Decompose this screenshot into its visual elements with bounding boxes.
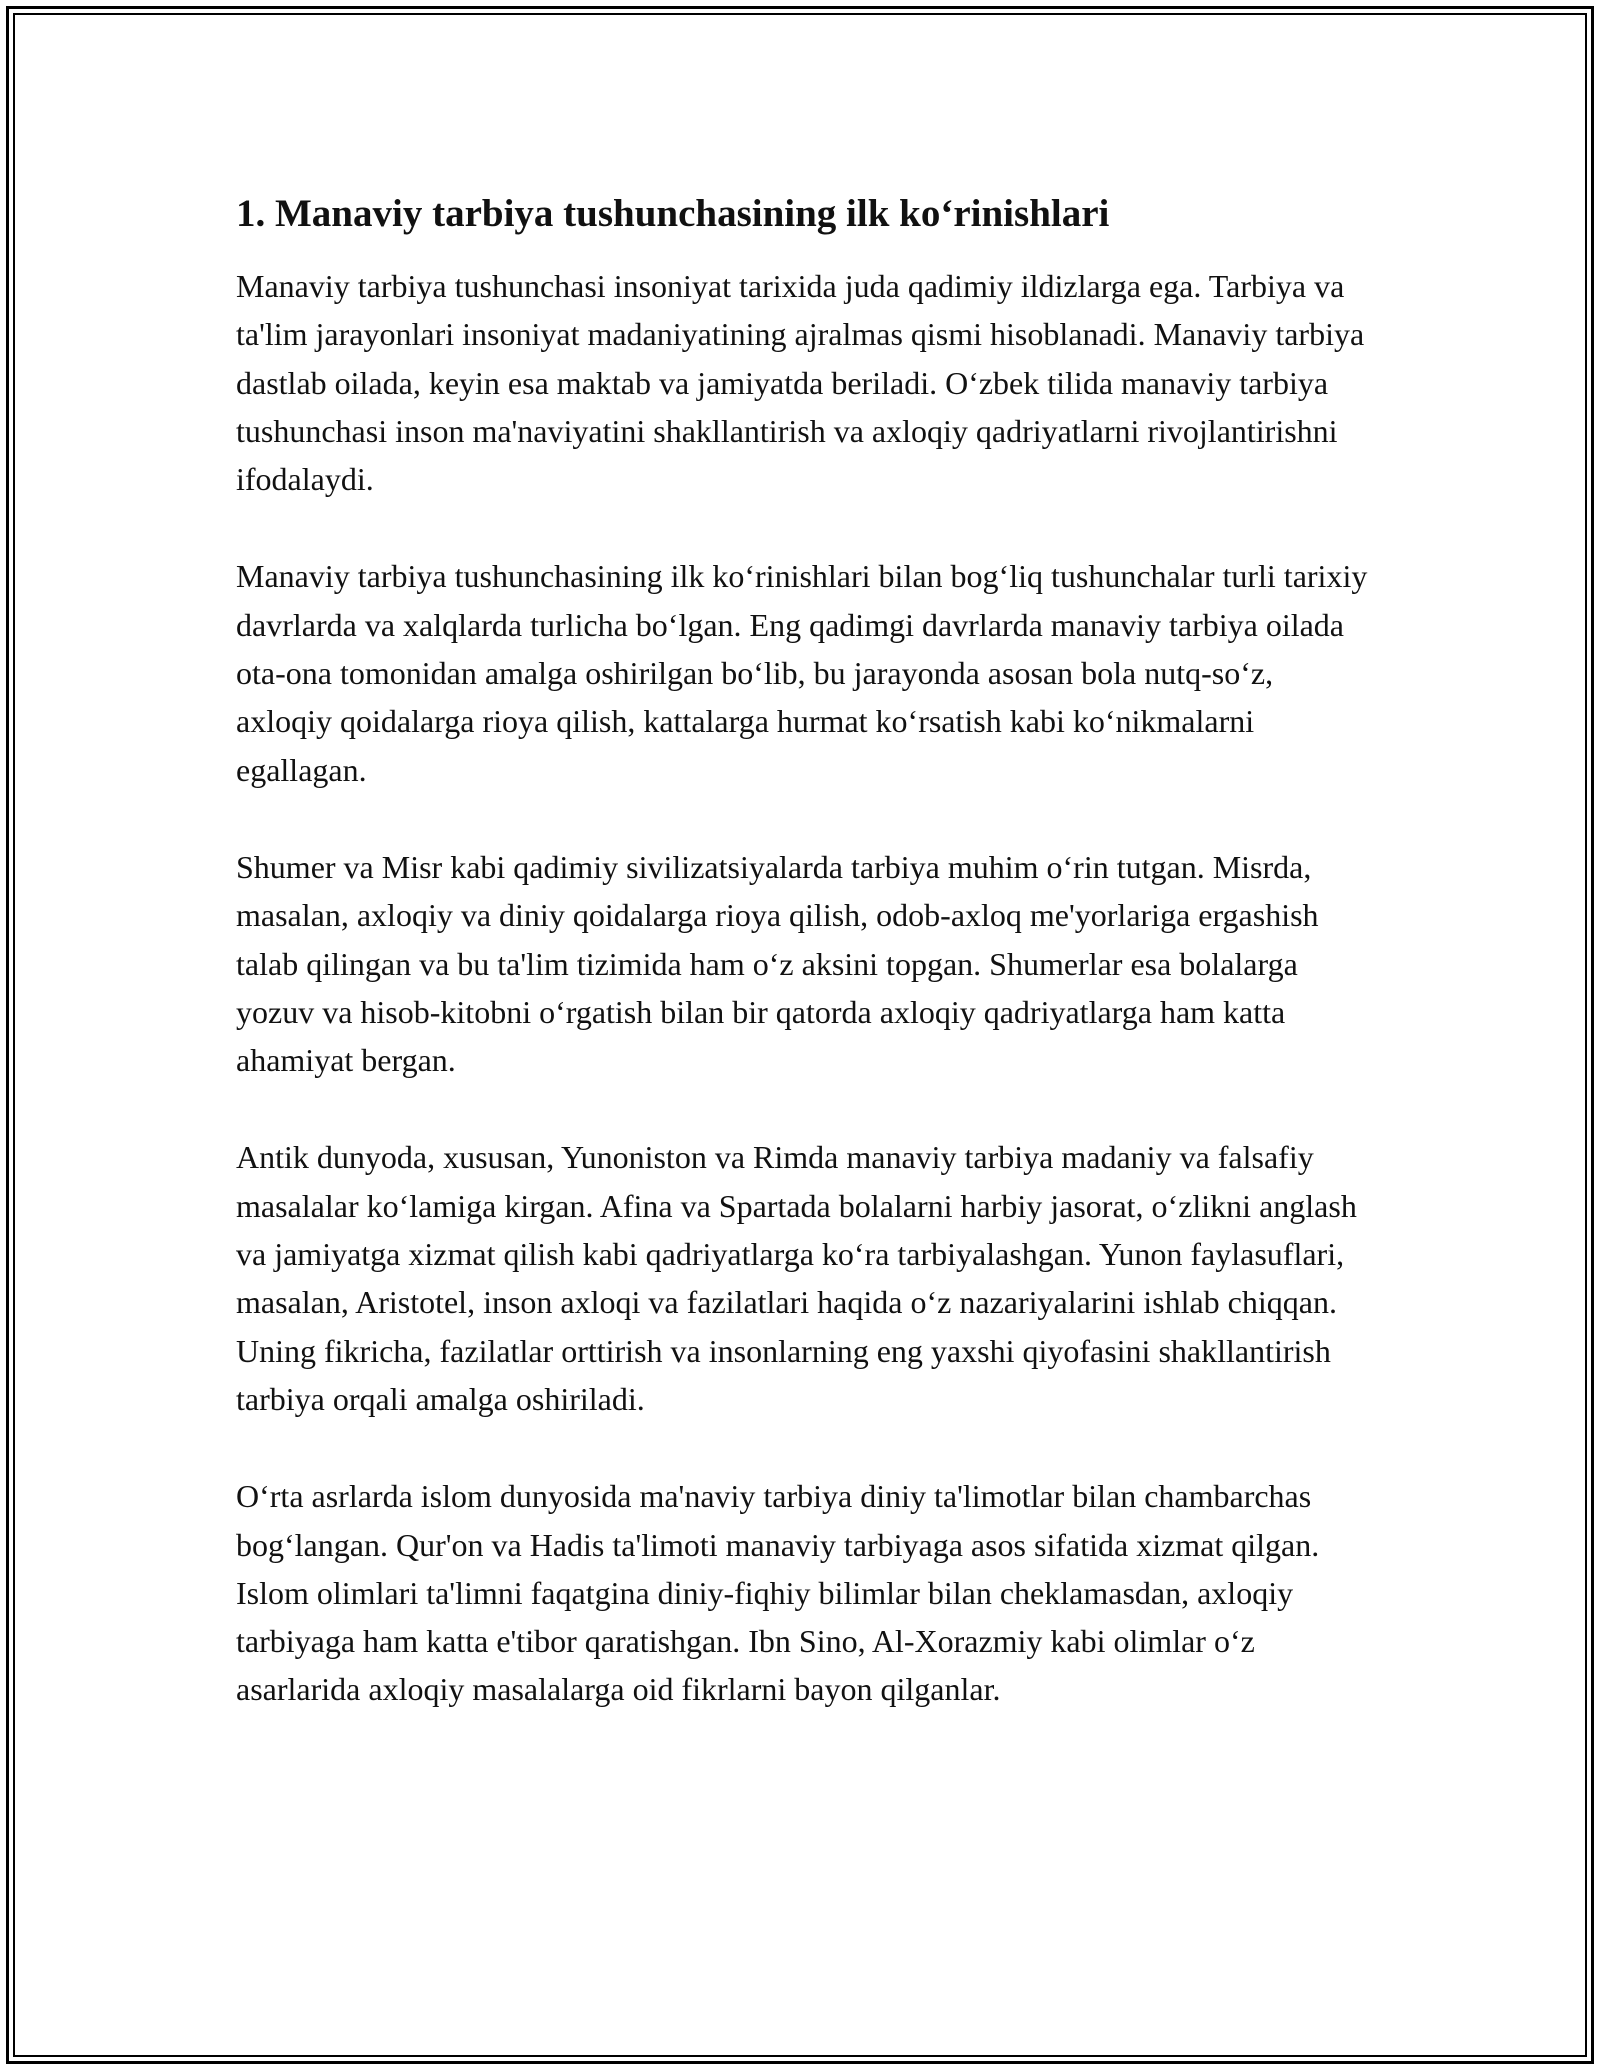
paragraph-4: Antik dunyoda, xususan, Yunoniston va Rimda manaviy tarbiya madaniy va falsafiy masalalar koʻlamiga kirgan. Afina va Spartada bolalarni harbiy jasorat, oʻzlikni anglash va jamiyatga xizmat qilish kabi qadriyatlarga koʻra tarbiyalashgan. Yunon faylasuflari, masalan, Aristotel, inson axloqi va fazilatlari haqida oʻz nazariyalarini ishlab chiqqan. Uning fikricha, fazilatlar orttirish va insonlarning eng yaxshi qiyofasini shakllantirish tarbiya orqali amalga oshiriladi. (236, 1139, 1357, 1417)
paragraph-2: Manaviy tarbiya tushunchasining ilk koʻrinishlari bilan bogʻliq tushunchalar turli tarixiy davrlarda va xalqlarda turlicha boʻlgan. Eng qadimgi davrlarda manaviy tarbiya oilada ota-ona tomonidan amalga oshirilgan boʻlib, bu jarayonda asosan bola nutq-soʻz, axloqiy qoidalarga rioya qilish, kattalarga hurmat koʻrsatish kabi koʻnikmalarni egallagan. (236, 558, 1368, 788)
section-heading: 1. Manaviy tarbiya tushunchasining ilk koʻrinishlari (236, 192, 1110, 235)
paragraph-3: Shumer va Misr kabi qadimiy sivilizatsiyalarda tarbiya muhim oʻrin tutgan. Misrda, masalan, axloqiy va diniy qoidalarga rioya qilish, odob-axloq me'yorlariga ergashish talab qilingan va bu ta'lim tizimida ham oʻz aksini topgan. Shumerlar esa bolalarga yozuv va hisob-kitobni oʻrgatish bilan bir qatorda axloqiy qadriyatlarga ham katta ahamiyat bergan. (236, 848, 1319, 1079)
paragraph-5: Oʻrta asrlarda islom dunyosida ma'naviy tarbiya diniy ta'limotlar bilan chambarchas bogʻlangan. Qur'on va Hadis ta'limoti manaviy tarbiyaga asos sifatida xizmat qilgan. Islom olimlari ta'limni faqatgina diniy-fiqhiy bilimlar bilan cheklamasdan, axloqiy tarbiyaga ham katta e'tibor qaratishgan. Ibn Sino, Al-Xorazmiy kabi olimlar oʻz asarlarida axloqiy masalalarga oid fikrlarni bayon qilganlar. (236, 1478, 1320, 1708)
paragraph-1: Manaviy tarbiya tushunchasi insoniyat tarixida juda qadimiy ildizlarga ega. Tarbiya va ta'lim jarayonlari insoniyat madaniyatining ajralmas qismi hisoblanadi. Manaviy tarbiya dastlab oilada, keyin esa maktab va jamiyatda beriladi. Oʻzbek tilida manaviy tarbiya tushunchasi inson ma'naviyatini shakllantirish va axloqiy qadriyatlarni rivojlantirishni ifodalaydi. (236, 268, 1365, 498)
document-body (236, 188, 1376, 1763)
